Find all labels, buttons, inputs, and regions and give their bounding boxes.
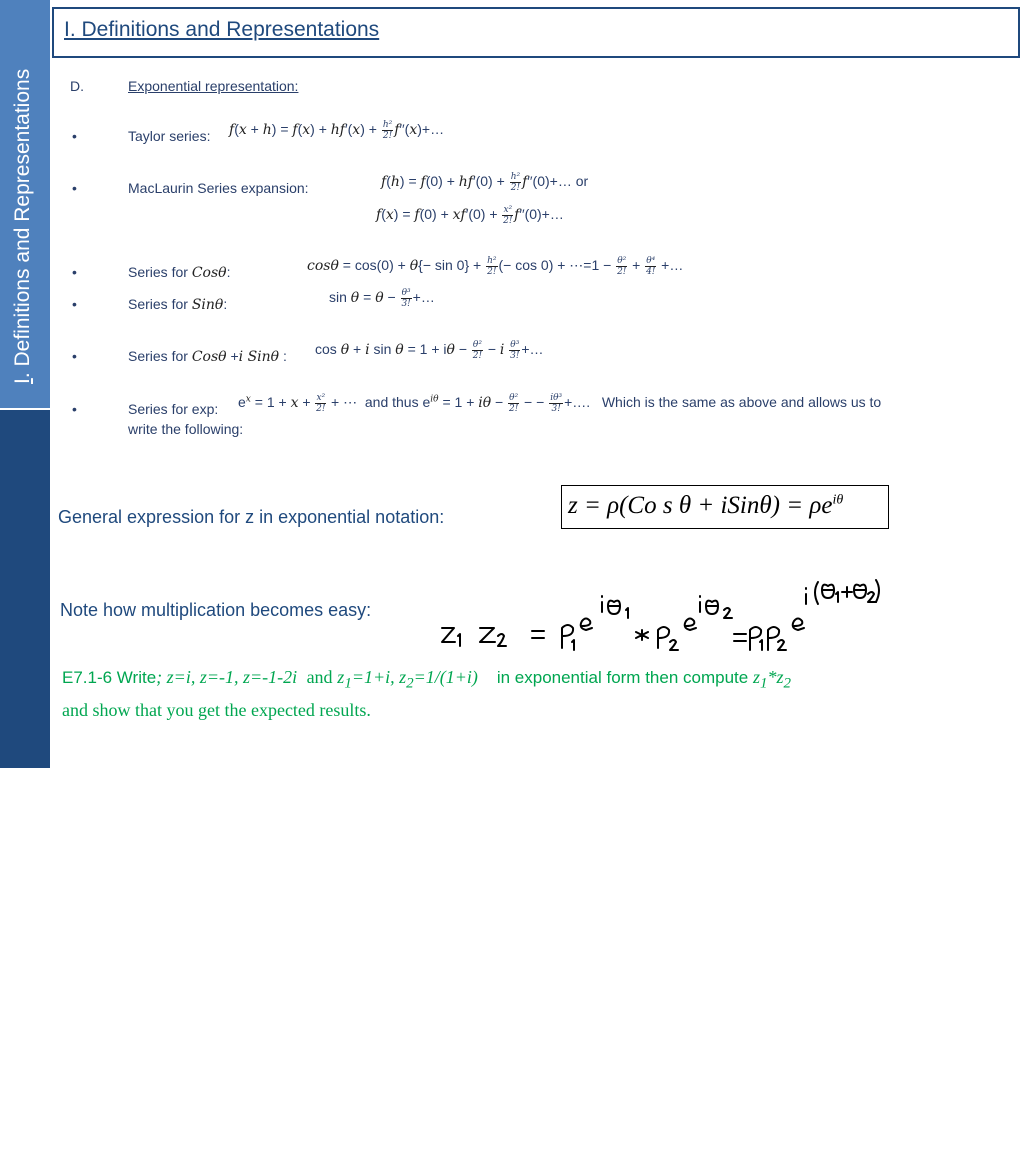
maclaurin-formula-2: f(x) = f(0) + xf′(0) + $\frac{\text{x²}}{2!}$ f′′(0)+…: [376, 205, 564, 226]
maclaurin-formula-1: f(h) = f(0) + hf′(0) + $\frac{\text{h²}}{2!}$ f′′(0)+… or: [381, 172, 589, 193]
sin-formula: sin θ = θ − $\frac{\text{θ³}}{3!}$ +…: [329, 288, 435, 309]
general-expression-label: General expression for z in exponential notation:: [58, 507, 445, 527]
slide-title: I. Definitions and Representations: [64, 18, 380, 41]
exponential-formula: z = ρ(Co s θ + iSinθ) = $\rho e^{i\theta}$: [568, 492, 844, 519]
exp-formula: $e^x = 1 + x$ + $\frac{\text{x²}}{2!}$ + ⋯ and thus $e^{i\theta} = 1 + i\theta$ − $\frac{\text{θ²}}{2!}$ − − $\frac{\text{iθ³}}{3!}$ +…. Which is the same as above and allows us to: [238, 393, 882, 414]
exponential-formula-box: [561, 485, 889, 529]
bullet-cis: •: [72, 348, 77, 364]
cis-formula: cos θ + i sin θ = 1 + iθ − $\frac{\text{θ²}}{2!}$ − i $\frac{\text{θ³}}{3!}$ +…: [315, 340, 544, 361]
bullet-exp: •: [72, 401, 77, 417]
exercise-z1z2: $z_1=1+i$, $z_2=1/(1+i)$: [337, 667, 478, 692]
bullet-maclaurin: •: [72, 180, 77, 196]
section-letter: D.: [70, 78, 84, 94]
taylor-label: Taylor series:: [128, 128, 211, 144]
sidebar-top-panel: [0, 0, 50, 408]
exercise-mid: in exponential form then compute: [496, 668, 749, 687]
exercise-list: ; z=i, z=-1, z=-1-2i: [156, 667, 298, 687]
bullet-sin: •: [72, 296, 77, 312]
exercise-product: $z_1*z_2$: [752, 667, 791, 692]
exercise-prompt: [62, 664, 1012, 724]
maclaurin-label: MacLaurin Series expansion:: [128, 180, 309, 196]
cos-label: Series for Cosθ:: [128, 264, 231, 281]
exercise-prefix: E7.1-6 Write: [62, 668, 157, 687]
cos-formula: cosθ = cos(0) + θ{− sin 0} + $\frac{\text{h²}}{2!}$ (− cos 0) + ⋯=1 − $\frac{\text{θ²}}{2!}$ + $\frac{\text{θ⁴}}{4!}$ +…: [307, 256, 684, 277]
taylor-formula: f(x + h) = f(x) + hf′(x) + $\frac{\text{h²}}{2!}$ f′′(x)+…: [229, 120, 445, 141]
exercise-tail: and show that you get the expected results.: [62, 699, 371, 720]
exp-tail-line2: write the following:: [128, 421, 244, 437]
handwritten-multiplication: [436, 576, 882, 656]
exercise-and: and: [306, 667, 333, 687]
section-heading: Exponential representation:: [128, 78, 299, 94]
sidebar-bottom-panel: [0, 410, 50, 1172]
multiplication-note: Note how multiplication becomes easy:: [60, 600, 372, 620]
exp-label: Series for exp:: [128, 401, 219, 417]
sin-label: Series for Sinθ:: [128, 296, 228, 313]
sidebar-course-title: PHY 301: MATH AND NUM TECH: [15, 914, 34, 1172]
cis-label: Series for Cosθ +i Sinθ :: [128, 348, 287, 365]
bullet-cos: •: [72, 264, 77, 280]
bullet-taylor: •: [72, 128, 77, 144]
slide-title-box: [52, 7, 1020, 58]
sidebar-section-title: I. Definitions and Representations: [11, 68, 34, 384]
